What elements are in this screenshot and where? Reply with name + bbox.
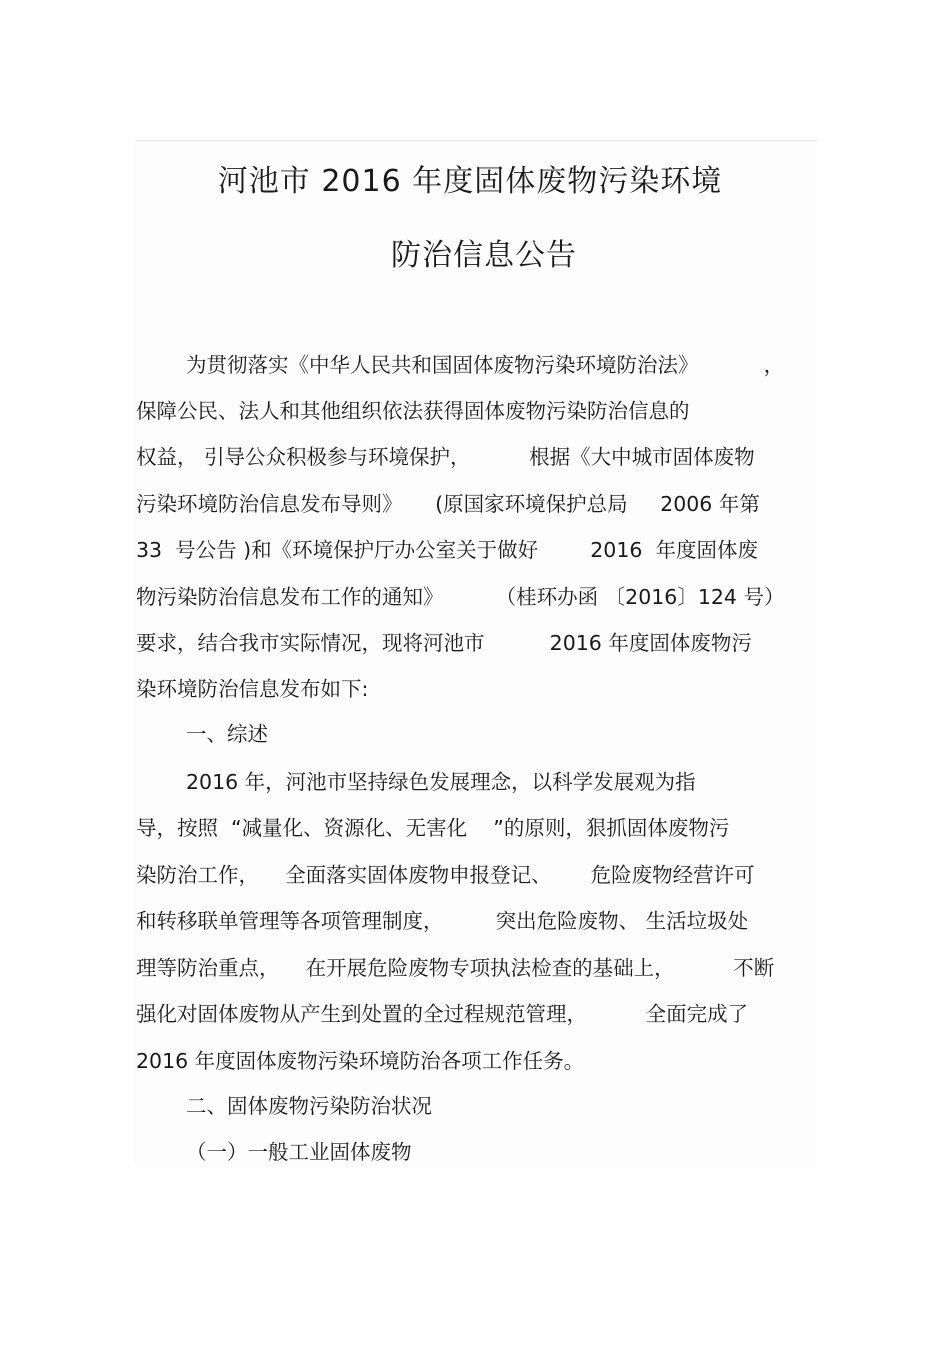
- paragraph-line: 污染环境防治信息发布导则》 (原国家环境保护总局 2006 年第: [136, 492, 760, 516]
- subsection-heading: （一）一般工业固体废物: [186, 1140, 412, 1164]
- paragraph-line: 2016 年，河池市坚持绿色发展理念，以科学发展观为指: [186, 770, 696, 794]
- paragraph-line: 为贯彻落实《中华人民共和国固体废物污染环境防治法》 ，: [186, 353, 785, 377]
- paragraph-line: 导，按照 “减量化、资源化、无害化 ”的原则，狠抓固体废物污: [136, 816, 730, 840]
- paragraph-line: 强化对固体废物从产生到处置的全过程规范管理， 全面完成了: [136, 1002, 749, 1026]
- top-divider: [135, 140, 817, 141]
- paragraph-line: 物污染防治信息发布工作的通知》 （桂环办函 〔2016〕124 号）: [136, 585, 785, 609]
- document-title-line-1: 河池市 2016 年度固体废物污染环境: [217, 164, 723, 199]
- paragraph-line: 33 号公告 )和《环境保护厅办公室关于做好 2016 年度固体废: [136, 538, 758, 562]
- section-heading: 二、固体废物污染防治状况: [186, 1094, 432, 1118]
- paragraph-line: 保障公民、法人和其他组织依法获得固体废物污染防治信息的: [136, 399, 690, 423]
- section-heading: 一、综述: [186, 722, 268, 746]
- paragraph-line: 2016 年度固体废物污染环境防治各项工作任务。: [136, 1049, 585, 1073]
- paragraph-line: 染防治工作， 全面落实固体废物申报登记、 危险废物经营许可: [136, 863, 755, 887]
- document-title-line-2: 防治信息公告: [391, 238, 577, 273]
- paragraph-line: 理等防治重点， 在开展危险废物专项执法检查的基础上， 不断: [136, 956, 775, 980]
- paragraph-line: 要求，结合我市实际情况，现将河池市 2016 年度固体废物污: [136, 631, 752, 655]
- paragraph-line: 和转移联单管理等各项管理制度， 突出危险废物、 生活垃圾处: [136, 909, 749, 933]
- paragraph-line: 染环境防治信息发布如下:: [136, 677, 369, 701]
- paragraph-line: 权益， 引导公众积极参与环境保护， 根据《大中城市固体废物: [136, 445, 755, 469]
